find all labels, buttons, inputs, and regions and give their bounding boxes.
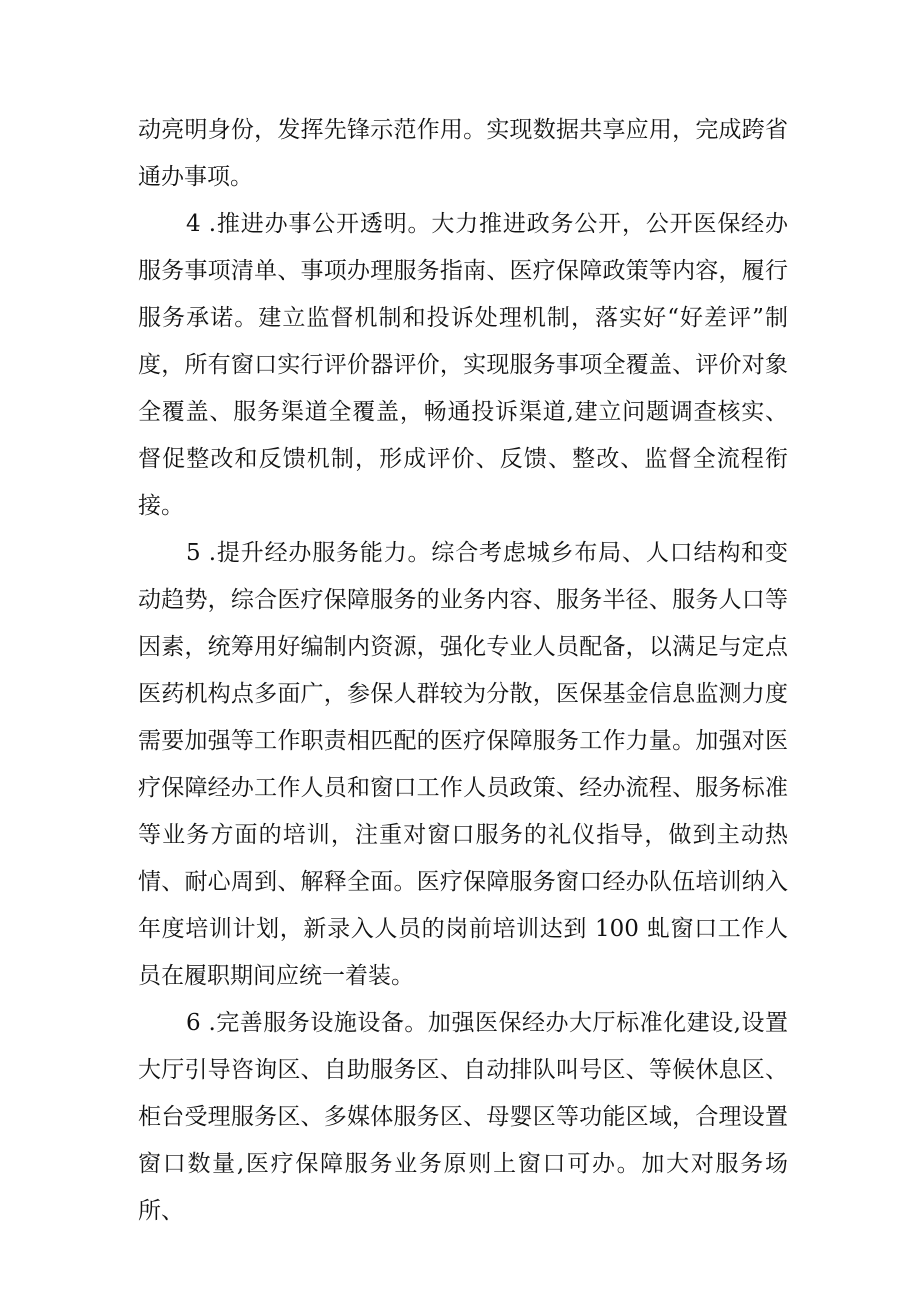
paragraph-item-6: 6 .完善服务设施设备。加强医保经办大厅标准化建设,设置大厅引导咨询区、自助服务区、自动排队叫号区、等候休息区、柜台受理服务区、多媒体服务区、母婴区等功能区域，合理设置窗口数量,医疗保障服务业务原则上窗口可办。加大对服务场所、 bbox=[138, 1010, 788, 1224]
paragraph-item-5: 5 .提升经办服务能力。综合考虑城乡布局、人口结构和变动趋势，综合医疗保障服务的业务内容、服务半径、服务人口等因素，统筹用好编制内资源，强化专业人员配备，以满足与定点医药机构点多面广，参保人群较为分散，医保基金信息监测力度需要加强等工作职责相匹配的医疗保障服务工作力量。加强对医疗保障经办工作人员和窗口工作人员政策、经办流程、服务标准等业务方面的培训，注重对窗口服务的礼仪指导，做到主动热情、耐心周到、解释全面。医疗保障服务窗口经办队伍培训纳入年度培训计划，新录入人员的岗前培训达到 100 虬窗口工作人员在履职期间应统一着装。 bbox=[138, 540, 788, 989]
paragraph-continued: 动亮明身份，发挥先锋示范作用。实现数据共享应用，完成跨省通办事项。 bbox=[138, 117, 788, 190]
document-page bbox=[138, 107, 788, 1235]
paragraph-item-4: 4 .推进办事公开透明。大力推进政务公开，公开医保经办服务事项清单、事项办理服务指南、医疗保障政策等内容，履行服务承诺。建立监督机制和投诉处理机制，落实好“好差评”制度，所有窗口实行评价器评价，实现服务事项全覆盖、评价对象全覆盖、服务渠道全覆盖，畅通投诉渠道,建立问题调查核实、督促整改和反馈机制，形成评价、反馈、整改、监督全流程衔接。 bbox=[138, 211, 788, 519]
